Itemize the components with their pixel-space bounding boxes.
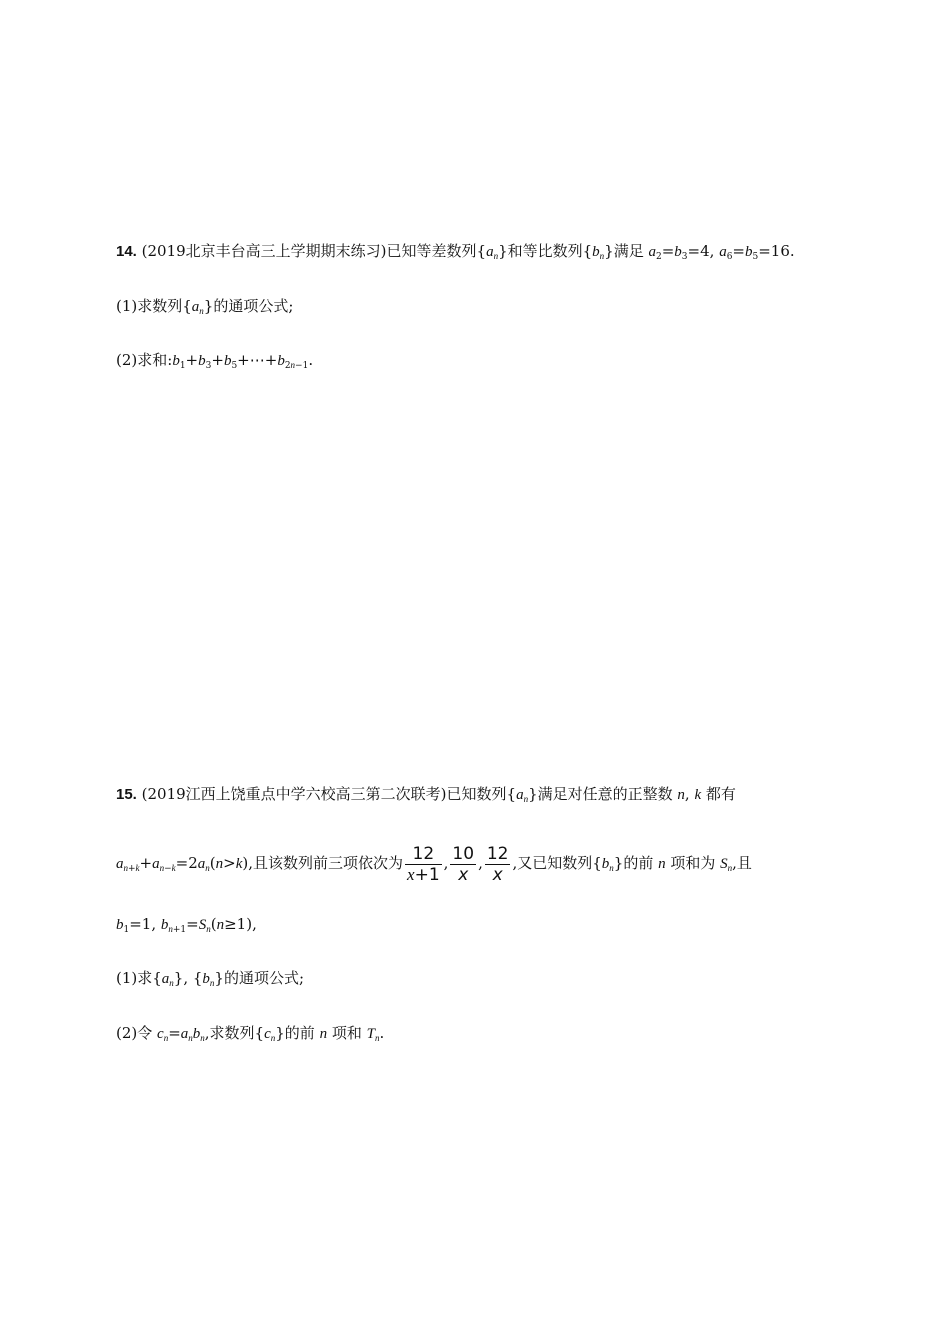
fraction-1: $\frac{12}{x+1}$ — [407, 843, 440, 885]
q14-number: 14. — [116, 243, 137, 260]
q14-part2: (2)求和$:b_1+b_3+b_5+\cdots+b_{2n-1}$. — [116, 351, 314, 371]
fraction-3: $\frac{12}{x}$ — [486, 843, 509, 885]
q15-stem: 15. (2019江西上饶重点中学六校高三第二次联考)已知数列$\{a_n\}$满足对任意的正整数 n, k 都有 — [116, 785, 736, 804]
q15-line3: $b_1=1$, $b_{n+1}=S_n(n\ge 1)$, — [116, 915, 257, 935]
q14-source: (2019北京丰台高三上学期期末练习) — [141, 242, 387, 260]
q15-source: (2019江西上饶重点中学六校高三第二次联考) — [141, 785, 447, 803]
q14-stem: 14. (2019北京丰台高三上学期期末练习)已知等差数列$\{a_n\}$和等比数列$\{b_n\}$满足 $a_2=b_3=4$, $a_6=b_5=16$. — [116, 242, 795, 262]
q15-part1: (1)求$\{a_n\}$, $\{b_n\}$的通项公式; — [116, 969, 305, 988]
fraction-2: $\frac{10}{x}$ — [452, 843, 475, 885]
q15-number: 15. — [116, 786, 137, 803]
q15-line2: $a_{n+k}+a_{n-k}=2a_n(n>k)$,且该数列前三项依次为 $\frac{12}{x+1}$ , $\frac{10}{x}$ , $\frac{12}{x}$ ,又已知数列$\{b_n\}$的前 n 项和为 $S_n$,且 — [116, 843, 752, 885]
q14-part1: (1)求数列$\{a_n\}$的通项公式; — [116, 297, 294, 316]
q15-part2: (2)令 $c_n=a_nb_n$,求数列$\{c_n\}$的前 n 项和 $T_n$. — [116, 1024, 385, 1043]
